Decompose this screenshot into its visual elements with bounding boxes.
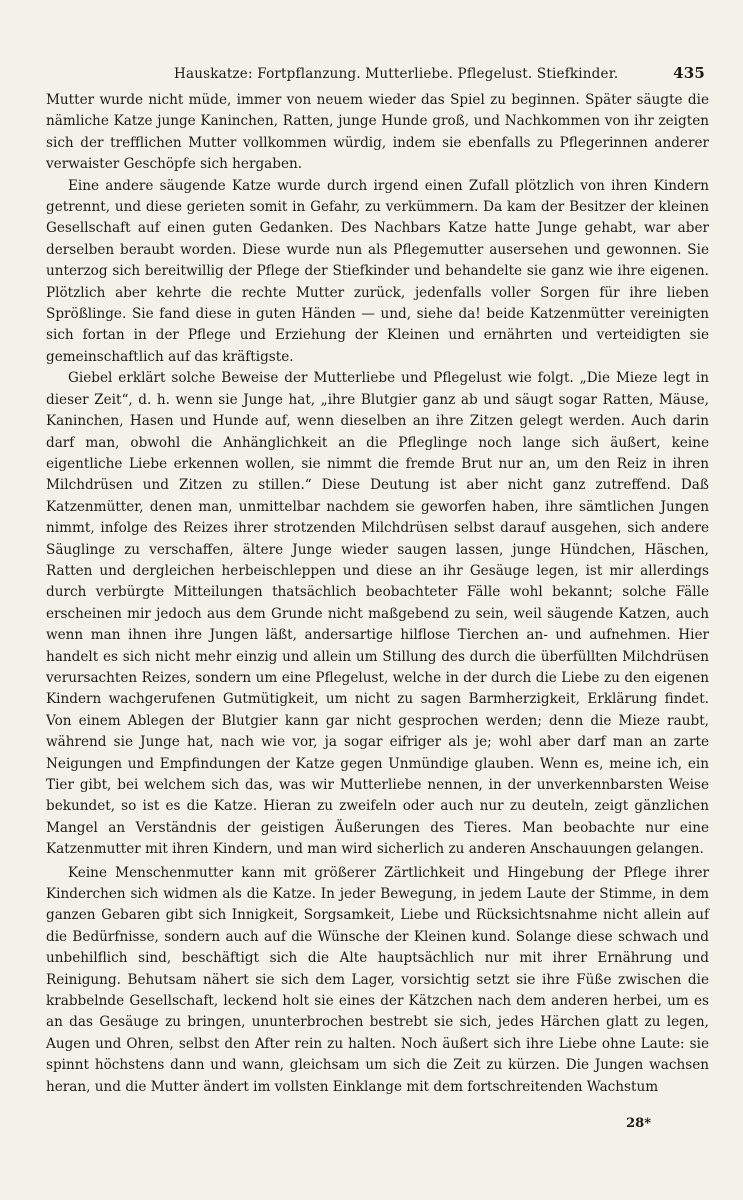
printer-signature: 28* <box>626 1116 651 1131</box>
running-head: Hauskatze: Fortpflanzung. Mutterliebe. Pflegelust. Stiefkinder. <box>174 66 619 82</box>
page-header <box>46 60 709 86</box>
paragraph: Giebel erklärt solche Beweise der Mutterliebe und Pflegelust wie folgt. „Die Mieze legt in dieser Zeit“, d. h. wenn sie Junge hat, „ihre Blutgier ganz ab und säugt sogar Ratten, Mäuse, Kaninchen, Hasen und Hunde auf, wenn dieselben an ihre Zitzen gelegt werden. Auch darin darf man, obwohl die Anhänglichkeit an die Pfleglinge noch lange sich äußert, keine eigentliche Liebe erkennen wollen, sie nimmt die fremde Brut nur an, um den Reiz in ihren Milchdrüsen und Zitzen zu stillen.“ Diese Deutung ist aber nicht ganz zutreffend. Daß Katzenmütter, denen man, unmittelbar nachdem sie geworfen haben, ihre sämtlichen Jungen nimmt, infolge des Reizes ihrer strotzenden Milchdrüsen selbst darauf ausgehen, sich andere Säuglinge zu verschaffen, ältere Junge wieder saugen lassen, junge Hündchen, Häschen, Ratten und dergleichen herbeischleppen und diese an ihr Gesäuge legen, ist mir allerdings durch verbürgte Mitteilungen thatsächlich beobachteter Fälle wohl bekannt; solche Fälle erscheinen mir jedoch aus dem Grunde nicht maßgebend zu sein, weil säugende Katzen, auch wenn man ihnen ihre Jungen läßt, andersartige hilflose Tierchen an- und aufnehmen. Hier handelt es sich nicht mehr einzig und allein um Stillung des durch die überfüllten Milchdrüsen verursachten Reizes, sondern um eine Pflegelust, welche in der durch die Liebe zu den eigenen Kindern wachgerufenen Gutmütigkeit, um nicht zu sagen Barmherzigkeit, Erklärung findet. Von einem Ablegen der Blutgier kann gar nicht gesprochen werden; denn die Mieze raubt, während sie Junge hat, nach wie vor, ja sogar eifriger als je; wohl aber darf man an zarte Neigungen und Empfindungen der Katze gegen Unmündige glauben. Wenn es, meine ich, ein Tier gibt, bei welchem sich das, was wir Mutterliebe nennen, in der unverkennbarsten Weise bekundet, so ist es die Katze. Hieran zu zweifeln oder auch nur zu deuteln, zeigt gänzlichen Mangel an Verständnis der geistigen Äußerungen des Tieres. Man beobachte nur eine Katzenmutter mit ihren Kindern, und man wird sicherlich zu anderen Anschauungen gelangen. <box>46 370 709 858</box>
paragraph: Eine andere säugende Katze wurde durch irgend einen Zufall plötzlich von ihren Kindern getrennt, und diese gerieten somit in Gefahr, zu verkümmern. Da kam der Besitzer der kleinen Gesellschaft auf einen guten Gedanken. Des Nachbars Katze hatte Junge gehabt, war aber derselben beraubt worden. Diese wurde nun als Pflegemutter ausersehen und gewonnen. Sie unterzog sich bereitwillig der Pflege der Stiefkinder und behandelte sie ganz wie ihre eigenen. Plötzlich aber kehrte die rechte Mutter zurück, jedenfalls voller Sorgen für ihre lieben Sprößlinge. Sie fand diese in guten Händen — und, siehe da! beide Katzenmütter vereinigten sich fortan in der Pflege und Erziehung der Kleinen und ernährten und verteidigten sie gemeinschaftlich auf das kräftigste. <box>46 177 709 365</box>
paragraph-continued: Mutter wurde nicht müde, immer von neuem wieder das Spiel zu beginnen. Später säugte die nämliche Katze junge Kaninchen, Ratten, junge Hunde groß, und Nachkommen von ihr zeigten sich der trefflichen Mutter vollkommen würdig, indem sie ebenfalls zu Pflegerinnen anderer verwaister Geschöpfe sich hergaben. <box>46 92 709 173</box>
body-text <box>46 90 709 1098</box>
paragraph: Keine Menschenmutter kann mit größerer Zärtlichkeit und Hingebung der Pflege ihrer Kinderchen sich widmen als die Katze. In jeder Bewegung, in jedem Laute der Stimme, in dem ganzen Gebaren gibt sich Innigkeit, Sorgsamkeit, Liebe und Rücksichtsnahme nicht allein auf die Bedürfnisse, sondern auch auf die Wünsche der Kleinen kund. Solange diese schwach und unbehilflich sind, beschäftigt sich die Alte hauptsächlich nur mit ihrer Ernährung und Reinigung. Behutsam nähert sie sich dem Lager, vorsichtig setzt sie ihre Füße zwischen die krabbelnde Gesellschaft, leckend holt sie eines der Kätzchen nach dem anderen herbei, um es an das Gesäuge zu bringen, ununterbrochen bestrebt sie sich, jedes Härchen glatt zu legen, Augen und Ohren, selbst den After rein zu halten. Noch äußert sich ihre Liebe ohne Laute: sie spinnt höchstens dann und wann, gleichsam um sich die Zeit zu kürzen. Die Jungen wachsen heran, und die Mutter ändert im vollsten Einklange mit dem fortschreitenden Wachstum <box>46 864 709 1095</box>
page-number: 435 <box>673 64 705 82</box>
